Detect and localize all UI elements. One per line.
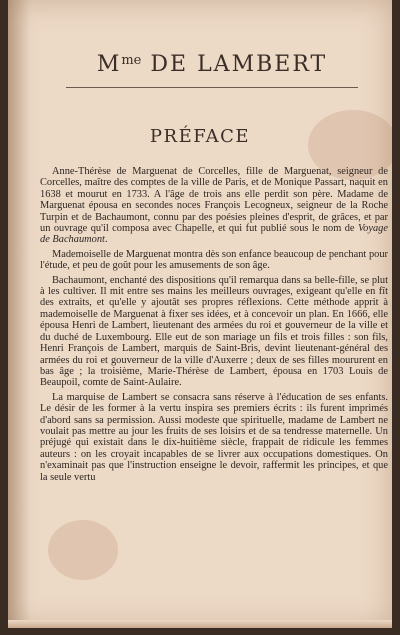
paragraph [40,249,388,272]
paragraph-text: . [104,234,108,246]
header-name: DE LAMBERT [150,52,328,77]
paragraph-text: La marquise de Lambert se consacra sans réserve à l'éducation de ses enfants. Le désir de les former à la vertu inspira ses premiers écrits : ils furent imprimés d'abord sans sa permission. Aussi modeste que spirituelle, madame de Lambert ne voulait pas mettre au jour les fruits de ses loisirs et de sa tendresse maternelle. Un préjugé qui existait dans le dix-huitième siècle, frappait de ridicule les femmes auteurs : on les croyait incapables de se livrer aux occupations domestiques. On n'examinait pas que l'instruction enseigne le devoir, raffermit les principes, et que la seule vertu [40,391,388,483]
header-prefix: M [96,52,122,77]
page-edge [8,620,392,628]
paragraph [40,392,388,483]
paragraph [40,275,388,389]
header-superscript: me [121,53,142,68]
section-title: PRÉFACE [149,126,251,147]
paragraph-text: Bachaumont, enchanté des dispositions qu'il remarqua dans sa belle-fille, se plut à les cultiver. Il mit entre ses mains les meilleurs ouvrages, exigeant qu'elle en fît des extraits, et qu'elle y ajoutât ses propres réflexions. Cette méthode apprit à mademoiselle de Marguenat à fixer ses idées, et à concevoir un plan. En 1666, elle épousa Henri de Lambert, lieutenant des armées du roi et gouverneur de la ville et du duché de Luxembourg. Elle eut de son mariage un fils et trois filles : son fils, Henri François de Lambert, marquis de Saint-Bris, devint lieutenant-général des armées du roi et gouverneur de la ville d'Auxerre ; deux de ses filles moururent en bas âge ; la troisième, Marie-Thérèse de Lambert, épousa en 1703 Louis de Beaupoil, comte de Saint-Aulaire. [40,274,388,389]
running-header [66,52,358,88]
italic-title: Voyage de Bachaumont [40,223,388,246]
paragraph-text: Mademoiselle de Marguenat montra dès son enfance beaucoup de penchant pour l'étude, et peu de goût pour les amusements de son âge. [40,248,388,272]
paper-stain [48,520,118,580]
paragraph [40,166,388,246]
book-page [8,0,392,628]
paragraph-text: Anne-Thérèse de Marguenat de Corcelles, fille de Marguenat, seigneur de Corcelles, maître des comptes de la ville de Paris, et de Monique Passart, naquit en 1638 et mourut en 1733. A l'âge de trois ans elle perdit son père. Madame de Marguenat épousa en secondes noces François Lecogneux, seigneur de la Roche Turpin et de Bachaumont, connu par des poésies pleines d'esprit, de grâces, et par un ouvrage qu'il composa avec Chapelle, et qui fut publié sous le nom de [40,166,388,235]
body-text [40,166,388,486]
